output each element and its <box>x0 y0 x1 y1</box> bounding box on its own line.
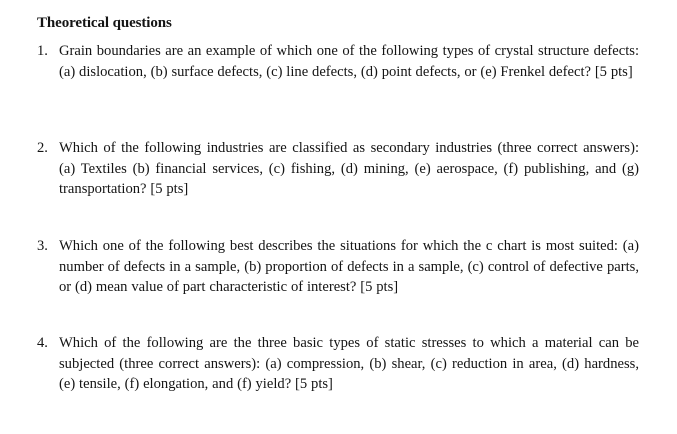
question-item <box>37 41 639 82</box>
question-number: 1. <box>37 43 48 59</box>
question-number: 2. <box>37 140 48 156</box>
question-text: Grain boundaries are an example of which one of the following types of crystal structure defects: (a) dislocation, (b) surface defects, (c) line defects, (d) point defects, or (e) Frenkel defect? [5 pts] <box>59 43 639 80</box>
question-item <box>37 138 639 200</box>
question-item <box>37 333 639 395</box>
question-number: 3. <box>37 238 48 254</box>
question-item <box>37 236 639 298</box>
question-text: Which of the following industries are classified as secondary industries (three correct answers): (a) Textiles (b) financial services, (c) fishing, (d) mining, (e) aerospace, (f) publishing, and (g) transportation? [5 pts] <box>59 140 639 197</box>
question-text: Which one of the following best describes the situations for which the c chart is most suited: (a) number of defects in a sample, (b) proportion of defects in a sample, (c) control of defective parts, or (d) mean value of part characteristic of interest? [5 pts] <box>59 238 639 295</box>
section-heading: Theoretical questions <box>37 15 172 31</box>
question-number: 4. <box>37 335 48 351</box>
question-text: Which of the following are the three basic types of static stresses to which a material can be subjected (three correct answers): (a) compression, (b) shear, (c) reduction in area, (d) hardness, (e) tensile, (f) elongation, and (f) yield? [5 pts] <box>59 335 639 392</box>
